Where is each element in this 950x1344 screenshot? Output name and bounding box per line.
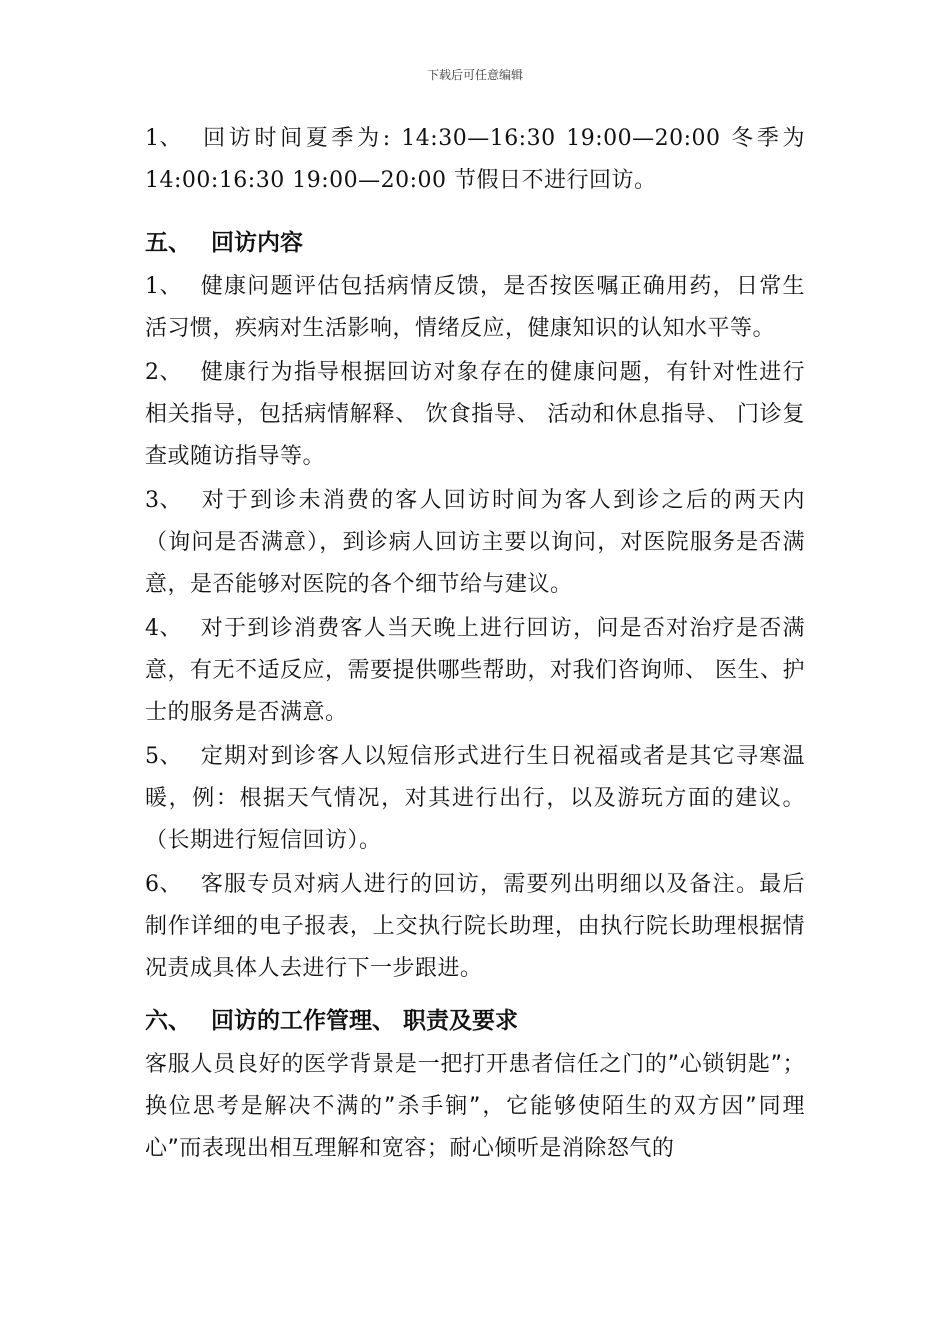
item-text: 健康问题评估包括病情反馈，是否按医嘱正确用药，日常生活习惯，疾病对生活影响，情绪反应，健康知识的认知水平等。: [145, 274, 805, 341]
list-item: [145, 352, 805, 478]
list-item: [145, 480, 805, 606]
section-title: 回访内容: [211, 230, 303, 256]
section-heading-visit-content: [145, 222, 805, 264]
list-item: [145, 266, 805, 350]
list-item: [145, 608, 805, 734]
item-number: 6、: [145, 872, 182, 897]
visit-time-paragraph: [145, 118, 805, 202]
item-text: 定期对到诊客人以短信形式进行生日祝福或者是其它寻寒温暖，例：根据天气情况，对其进行出行，以及游玩方面的建议。（长期进行短信回访）。: [145, 744, 805, 853]
page-header: 下载后可任意编辑: [426, 68, 523, 82]
item-text: 对于到诊未消费的客人回访时间为客人到诊之后的两天内（询问是否满意），到诊病人回访主要以询问，对医院服务是否满意，是否能够对医院的各个细节给与建议。: [145, 488, 805, 597]
section-number: 五、: [145, 230, 191, 256]
item-text: 对于到诊消费客人当天晚上进行回访，问是否对治疗是否满意，有无不适反应，需要提供哪些帮助，对我们咨询师、 医生、护士的服务是否满意。: [145, 616, 805, 725]
item-number: 2、: [145, 360, 182, 385]
section-number: 六、: [145, 1008, 191, 1034]
item-number: 1、: [145, 274, 182, 299]
item-number: 1、: [145, 126, 182, 151]
item-text: 回访时间夏季为: 14:30—16:30 19:00—20:00 冬季为 14:00:16:30 19:00—20:00 节假日不进行回访。: [145, 126, 805, 193]
item-text: 健康行为指导根据回访对象存在的健康问题，有针对性进行相关指导，包括病情解释、 饮食指导、 活动和休息指导、 门诊复查或随访指导等。: [145, 360, 805, 469]
list-item: [145, 864, 805, 990]
section-heading-work-management: [145, 1000, 805, 1042]
section-title: 回访的工作管理、 职责及要求: [211, 1008, 519, 1034]
body-paragraph: 客服人员良好的医学背景是一把打开患者信任之门的”心锁钥匙”；换位思考是解决不满的”杀手锏”，它能够使陌生的双方因”同理心”而表现出相互理解和宽容；耐心倾听是消除怒气的: [145, 1052, 805, 1161]
item-number: 4、: [145, 616, 182, 641]
list-item: [145, 736, 805, 862]
item-number: 5、: [145, 744, 182, 769]
document-body: [145, 118, 805, 1172]
item-number: 3、: [145, 488, 182, 513]
item-text: 客服专员对病人进行的回访，需要列出明细以及备注。最后制作详细的电子报表，上交执行院长助理，由执行院长助理根据情况责成具体人去进行下一步跟进。: [145, 872, 805, 981]
